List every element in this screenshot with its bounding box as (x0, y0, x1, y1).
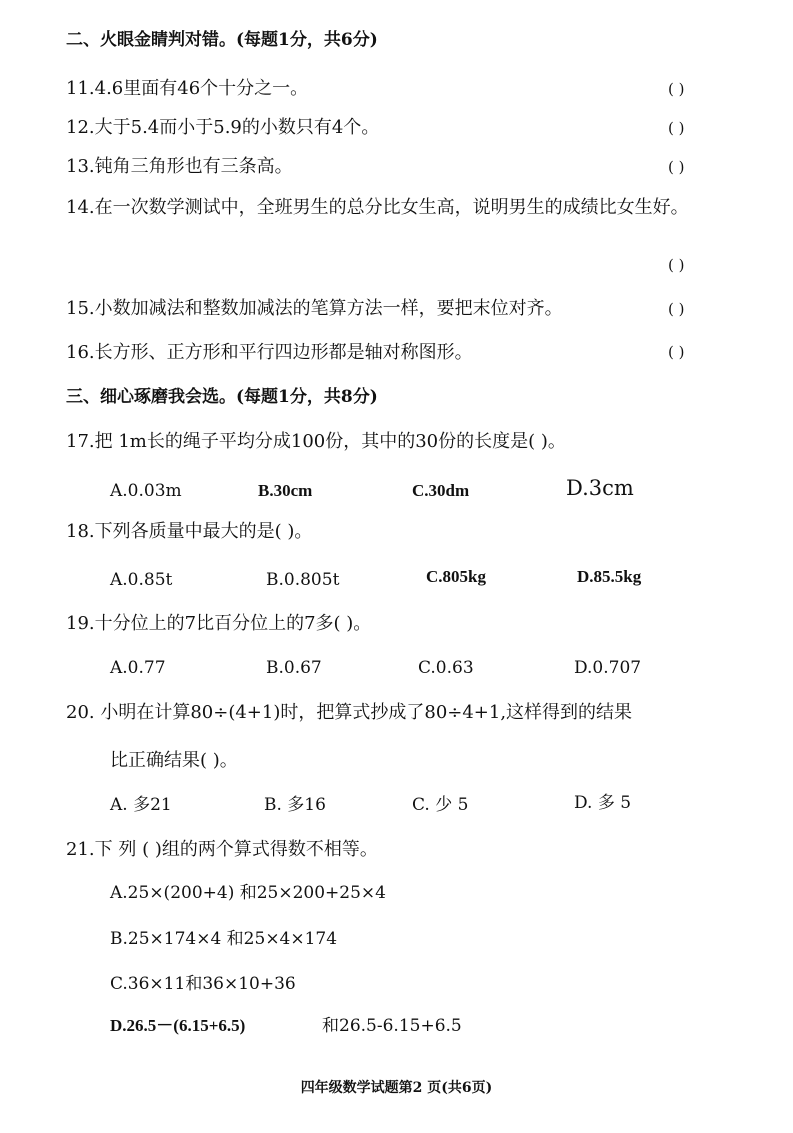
section-heading-judge: 二、火眼金睛判对错。(每题1分，共6分) (66, 30, 378, 50)
option-17-c[interactable]: C.30dm (412, 481, 470, 500)
question-14: 14.在一次数学测试中，全班男生的总分比女生高，说明男生的成绩比女生好。 (66, 197, 689, 218)
answer-blank-12[interactable]: ( ) (668, 119, 685, 137)
option-20-a[interactable]: A. 多21 (110, 795, 172, 815)
answer-blank-13[interactable]: ( ) (668, 158, 685, 176)
option-21-d-part1[interactable]: D.26.5－(6.15+6.5) (110, 1016, 246, 1035)
option-20-c[interactable]: C. 少 5 (412, 795, 469, 815)
page-footer: 四年级数学试题第2 页(共6页) (300, 1080, 493, 1096)
answer-blank-16[interactable]: ( ) (668, 343, 685, 361)
question-16: 16.长方形、正方形和平行四边形都是轴对称图形。 (66, 342, 473, 363)
option-17-a[interactable]: A.0.03m (110, 481, 182, 501)
option-19-c[interactable]: C.0.63 (418, 658, 474, 678)
option-17-b[interactable]: B.30cm (258, 481, 313, 500)
section-heading-choice: 三、细心琢磨我会选。(每题1分，共8分) (66, 387, 378, 407)
answer-blank-14[interactable]: ( ) (668, 256, 685, 274)
option-19-b[interactable]: B.0.67 (266, 658, 322, 678)
option-21-c[interactable]: C.36×11和36×10+36 (110, 974, 296, 994)
option-21-a[interactable]: A.25×(200+4) 和25×200+25×4 (110, 883, 386, 903)
option-20-b[interactable]: B. 多16 (264, 795, 326, 815)
option-18-a[interactable]: A.0.85t (110, 570, 173, 590)
question-20-stem: 20. 小明在计算80÷(4+1)时，把算式抄成了80÷4+1,这样得到的结果 (66, 702, 633, 723)
question-19-stem: 19.十分位上的7比百分位上的7多( )。 (66, 613, 372, 634)
option-17-d[interactable]: D.3cm (566, 476, 634, 500)
question-21-stem: 21.下 列 ( )组的两个算式得数不相等。 (66, 839, 378, 860)
answer-blank-15[interactable]: ( ) (668, 300, 685, 318)
question-15: 15.小数加减法和整数加减法的笔算方法一样，要把末位对齐。 (66, 298, 563, 319)
option-21-d-part2[interactable]: 和26.5-6.15+6.5 (322, 1016, 462, 1036)
answer-blank-11[interactable]: ( ) (668, 80, 685, 98)
option-19-d[interactable]: D.0.707 (574, 658, 642, 678)
option-20-d[interactable]: D. 多 5 (574, 793, 632, 813)
question-20-stem-cont: 比正确结果( )。 (110, 750, 238, 771)
question-17-stem: 17.把 1m长的绳子平均分成100份，其中的30份的长度是( )。 (66, 431, 566, 452)
option-21-b[interactable]: B.25×174×4 和25×4×174 (110, 929, 338, 949)
option-18-c[interactable]: C.805kg (426, 567, 486, 586)
question-11: 11.4.6里面有46个十分之一。 (66, 78, 309, 99)
question-18-stem: 18.下列各质量中最大的是( )。 (66, 521, 313, 542)
option-19-a[interactable]: A.0.77 (110, 658, 166, 678)
question-12: 12.大于5.4而小于5.9的小数只有4个。 (66, 117, 380, 138)
option-18-b[interactable]: B.0.805t (266, 570, 340, 590)
option-18-d[interactable]: D.85.5kg (577, 567, 642, 586)
question-13: 13.钝角三角形也有三条高。 (66, 156, 293, 177)
